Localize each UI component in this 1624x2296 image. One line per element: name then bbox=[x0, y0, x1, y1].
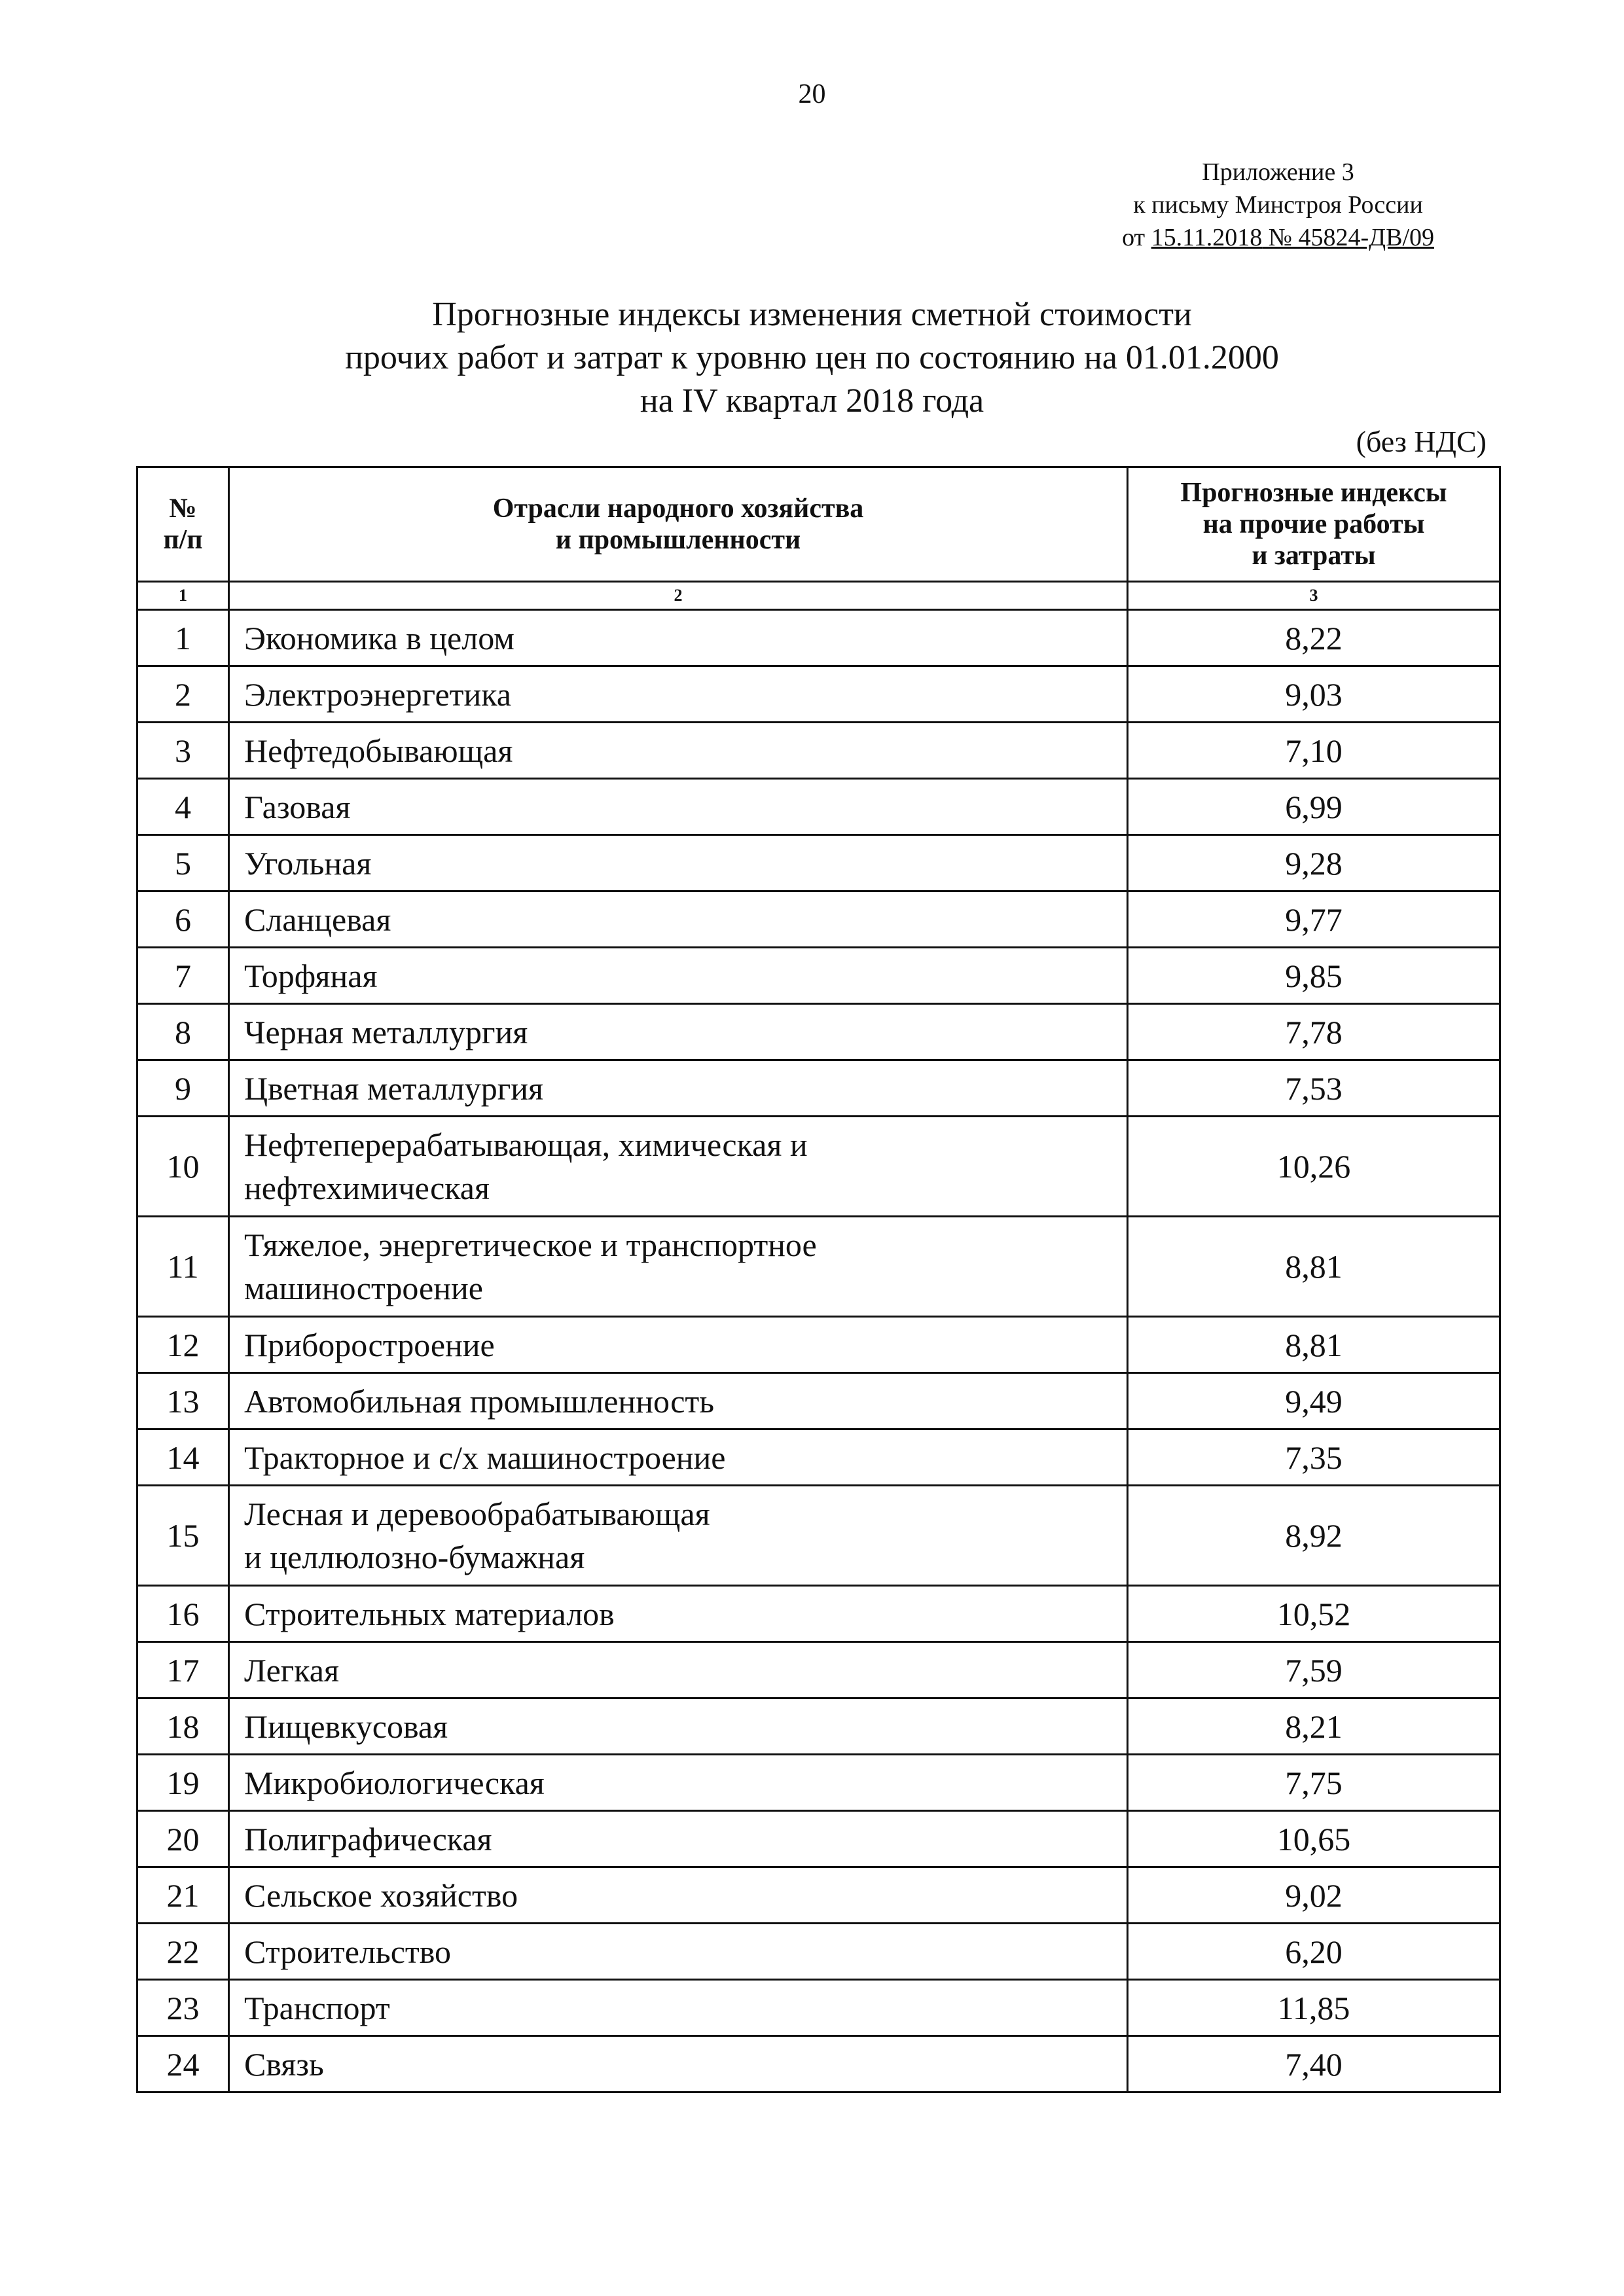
index-table bbox=[136, 466, 1501, 2093]
table-row bbox=[137, 2036, 1500, 2092]
industry-line: нефтехимическая bbox=[244, 1170, 490, 1206]
appendix-line1: Приложение 3 bbox=[1202, 158, 1354, 186]
industry-line: Транспорт bbox=[244, 1989, 390, 2026]
row-industry bbox=[229, 1924, 1128, 1980]
table-row bbox=[137, 610, 1500, 666]
table-row bbox=[137, 1755, 1500, 1811]
row-industry bbox=[229, 1429, 1128, 1486]
industry-line: Полиграфическая bbox=[244, 1820, 492, 1857]
appendix-prefix: от bbox=[1122, 224, 1151, 251]
vat-note: (без НДС) bbox=[1356, 425, 1487, 458]
table-row bbox=[137, 835, 1500, 891]
row-number: 13 bbox=[137, 1373, 229, 1429]
row-industry bbox=[229, 1811, 1128, 1867]
row-index-value: 7,40 bbox=[1128, 2036, 1500, 2092]
industry-line: Цветная металлургия bbox=[244, 1069, 544, 1107]
table-row bbox=[137, 1867, 1500, 1924]
column-number-row bbox=[137, 582, 1500, 610]
industry-line: Приборостроение bbox=[244, 1326, 495, 1363]
row-number: 17 bbox=[137, 1642, 229, 1698]
header-index: Прогнозные индексы на прочие работы и затраты bbox=[1128, 467, 1500, 582]
row-number: 24 bbox=[137, 2036, 229, 2092]
row-industry bbox=[229, 1117, 1128, 1217]
row-number: 8 bbox=[137, 1004, 229, 1060]
table-row bbox=[137, 666, 1500, 723]
appendix-number: № 45824-ДВ/09 bbox=[1262, 224, 1434, 251]
title-line1: Прогнозные индексы изменения сметной стоимости bbox=[432, 296, 1192, 333]
table-row bbox=[137, 723, 1500, 779]
row-industry bbox=[229, 723, 1128, 779]
row-industry bbox=[229, 610, 1128, 666]
row-number: 20 bbox=[137, 1811, 229, 1867]
industry-line: машиностроение bbox=[244, 1270, 483, 1306]
industry-line: Нефтеперерабатывающая, химическая и bbox=[244, 1126, 808, 1163]
row-industry bbox=[229, 1486, 1128, 1586]
header-industry: Отрасли народного хозяйства и промышленности bbox=[229, 467, 1128, 582]
row-number: 15 bbox=[137, 1486, 229, 1586]
row-index-value: 10,52 bbox=[1128, 1586, 1500, 1642]
industry-line: Нефтедобывающая bbox=[244, 732, 513, 769]
row-number: 3 bbox=[137, 723, 229, 779]
table-row bbox=[137, 1317, 1500, 1373]
appendix-line2: к письму Минстроя России bbox=[1133, 191, 1423, 219]
table-row bbox=[137, 891, 1500, 948]
row-index-value: 9,49 bbox=[1128, 1373, 1500, 1429]
row-index-value: 8,81 bbox=[1128, 1217, 1500, 1317]
row-number: 23 bbox=[137, 1980, 229, 2036]
industry-line: Сланцевая bbox=[244, 901, 391, 938]
row-index-value: 9,02 bbox=[1128, 1867, 1500, 1924]
column-number: 3 bbox=[1128, 582, 1500, 610]
industry-line: Сельское хозяйство bbox=[244, 1876, 518, 1914]
table-row bbox=[137, 1373, 1500, 1429]
table-row bbox=[137, 1811, 1500, 1867]
row-index-value: 7,10 bbox=[1128, 723, 1500, 779]
row-index-value: 8,81 bbox=[1128, 1317, 1500, 1373]
row-industry bbox=[229, 1755, 1128, 1811]
row-index-value: 7,59 bbox=[1128, 1642, 1500, 1698]
industry-line: Легкая bbox=[244, 1651, 339, 1689]
industry-line: Газовая bbox=[244, 788, 351, 825]
header-number: № п/п bbox=[137, 467, 229, 582]
row-number: 22 bbox=[137, 1924, 229, 1980]
title-line2: прочих работ и затрат к уровню цен по состоянию на 01.01.2000 bbox=[345, 339, 1279, 376]
row-number: 9 bbox=[137, 1060, 229, 1117]
table-row bbox=[137, 1429, 1500, 1486]
row-index-value: 7,78 bbox=[1128, 1004, 1500, 1060]
appendix-date: 15.11.2018 bbox=[1151, 224, 1263, 251]
table-row bbox=[137, 1004, 1500, 1060]
row-index-value: 7,75 bbox=[1128, 1755, 1500, 1811]
row-index-value: 7,53 bbox=[1128, 1060, 1500, 1117]
industry-line: Торфяная bbox=[244, 957, 378, 994]
row-index-value: 9,03 bbox=[1128, 666, 1500, 723]
row-number: 7 bbox=[137, 948, 229, 1004]
table-header-row bbox=[137, 467, 1500, 582]
row-industry bbox=[229, 1642, 1128, 1698]
document-title bbox=[0, 293, 1624, 423]
table-row bbox=[137, 1980, 1500, 2036]
appendix-block bbox=[1122, 156, 1434, 254]
table-body bbox=[137, 610, 1500, 2092]
row-index-value: 8,92 bbox=[1128, 1486, 1500, 1586]
table-row bbox=[137, 1924, 1500, 1980]
title-line3: на IV квартал 2018 года bbox=[640, 382, 984, 420]
appendix-line3 bbox=[1122, 221, 1434, 254]
industry-line: Микробиологическая bbox=[244, 1764, 545, 1801]
row-industry bbox=[229, 1317, 1128, 1373]
table-row bbox=[137, 1486, 1500, 1586]
table-row bbox=[137, 1586, 1500, 1642]
row-number: 21 bbox=[137, 1867, 229, 1924]
row-number: 19 bbox=[137, 1755, 229, 1811]
column-number: 2 bbox=[229, 582, 1128, 610]
row-index-value: 9,85 bbox=[1128, 948, 1500, 1004]
row-number: 1 bbox=[137, 610, 229, 666]
column-number: 1 bbox=[137, 582, 229, 610]
industry-line: Тракторное и с/х машиностроение bbox=[244, 1439, 726, 1476]
row-index-value: 9,77 bbox=[1128, 891, 1500, 948]
industry-line: Экономика в целом bbox=[244, 619, 514, 656]
row-industry bbox=[229, 2036, 1128, 2092]
row-industry bbox=[229, 835, 1128, 891]
industry-line: и целлюлозно-бумажная bbox=[244, 1539, 585, 1575]
row-industry bbox=[229, 1980, 1128, 2036]
row-index-value: 11,85 bbox=[1128, 1980, 1500, 2036]
row-number: 12 bbox=[137, 1317, 229, 1373]
industry-line: Связь bbox=[244, 2045, 324, 2083]
row-number: 11 bbox=[137, 1217, 229, 1317]
row-index-value: 7,35 bbox=[1128, 1429, 1500, 1486]
row-index-value: 10,65 bbox=[1128, 1811, 1500, 1867]
table-row bbox=[137, 948, 1500, 1004]
industry-line: Автомобильная промышленность bbox=[244, 1382, 715, 1420]
industry-line: Электроэнергетика bbox=[244, 675, 511, 713]
row-industry bbox=[229, 1698, 1128, 1755]
row-industry bbox=[229, 666, 1128, 723]
row-industry bbox=[229, 779, 1128, 835]
table-row bbox=[137, 1217, 1500, 1317]
row-industry bbox=[229, 1217, 1128, 1317]
table-row bbox=[137, 1117, 1500, 1217]
row-number: 14 bbox=[137, 1429, 229, 1486]
industry-line: Черная металлургия bbox=[244, 1013, 528, 1050]
row-index-value: 6,20 bbox=[1128, 1924, 1500, 1980]
row-industry bbox=[229, 1060, 1128, 1117]
row-number: 5 bbox=[137, 835, 229, 891]
row-index-value: 10,26 bbox=[1128, 1117, 1500, 1217]
row-number: 4 bbox=[137, 779, 229, 835]
row-industry bbox=[229, 1586, 1128, 1642]
row-index-value: 8,22 bbox=[1128, 610, 1500, 666]
row-industry bbox=[229, 1867, 1128, 1924]
row-number: 18 bbox=[137, 1698, 229, 1755]
row-number: 6 bbox=[137, 891, 229, 948]
row-number: 10 bbox=[137, 1117, 229, 1217]
row-industry bbox=[229, 1004, 1128, 1060]
row-number: 2 bbox=[137, 666, 229, 723]
row-index-value: 8,21 bbox=[1128, 1698, 1500, 1755]
row-number: 16 bbox=[137, 1586, 229, 1642]
industry-line: Угольная bbox=[244, 844, 372, 882]
page-number: 20 bbox=[798, 79, 826, 109]
industry-line: Тяжелое, энергетическое и транспортное bbox=[244, 1227, 817, 1263]
industry-line: Строительных материалов bbox=[244, 1595, 615, 1632]
table-row bbox=[137, 779, 1500, 835]
table-row bbox=[137, 1642, 1500, 1698]
table-row bbox=[137, 1060, 1500, 1117]
row-index-value: 6,99 bbox=[1128, 779, 1500, 835]
industry-line: Лесная и деревообрабатывающая bbox=[244, 1496, 710, 1532]
row-index-value: 9,28 bbox=[1128, 835, 1500, 891]
industry-line: Пищевкусовая bbox=[244, 1708, 448, 1745]
industry-line: Строительство bbox=[244, 1933, 452, 1970]
row-industry bbox=[229, 891, 1128, 948]
row-industry bbox=[229, 1373, 1128, 1429]
row-industry bbox=[229, 948, 1128, 1004]
table-row bbox=[137, 1698, 1500, 1755]
